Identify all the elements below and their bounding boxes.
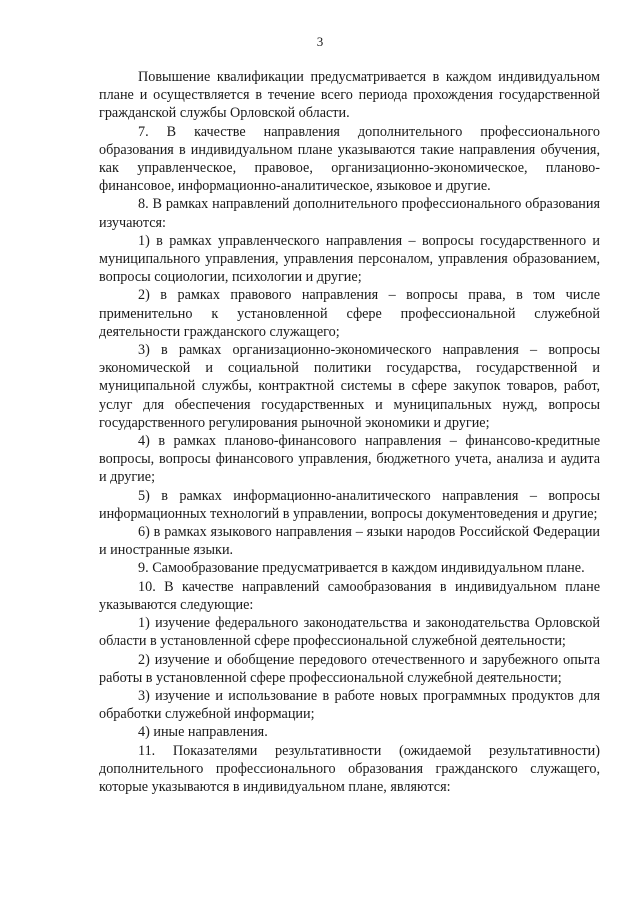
paragraph-item-11: 11. Показателями результативности (ожидаемой результативности) дополнительного профессионального образования гражданского служащего, которые указываются в индивидуальном плане, являются: [99,742,600,795]
paragraph-item-9: 9. Самообразование предусматривается в каждом индивидуальном плане. [138,560,585,577]
page-number: 3 [316,34,324,49]
paragraph-qualification-intro: Повышение квалификации предусматривается в каждом индивидуальном плане и осуществляется в течение всего периода прохождения государственной гражданской службы Орловской области. [99,69,600,122]
paragraph-item-8-3: 3) в рамках организационно-экономического направления – вопросы экономической и социальной политики государства, государственной и муниципальной службы, контрактной системы в сфере закупок товаров, работ, услуг для обеспечения государственных и муниципальных нужд, вопросы государственного регулирования рыночной экономики и другие; [99,342,600,431]
paragraph-item-10: 10. В качестве направлений самообразования в индивидуальном плане указываются следующие: [99,578,600,613]
document-body [99,68,600,796]
paragraph-item-8-1: 1) в рамках управленческого направления – вопросы государственного и муниципального управления, управления персоналом, управления образованием, вопросы социологии, психологии и другие; [99,232,600,286]
paragraph-item-8-6: 6) в рамках языкового направления – языки народов Российской Федерации и иностранные языки. [99,524,600,559]
paragraph-item-7: 7. В качестве направления дополнительного профессионального образования в индивидуальном плане указываются такие направления обучения, как управленческое, правовое, организационно-экономическое, планово-финансовое, информационно-аналитическое, языковое и другие. [99,123,600,195]
paragraph-item-8-4: 4) в рамках планово-финансового направления – финансово-кредитные вопросы, вопросы финансового управления, бюджетного учета, анализа и аудита и другие; [99,433,600,486]
paragraph-item-10-2: 2) изучение и обобщение передового отечественного и зарубежного опыта работы в установленной сфере профессиональной служебной деятельности; [99,651,600,686]
paragraph-item-8-5: 5) в рамках информационно-аналитического направления – вопросы информационных технологий в управлении, вопросы документоведения и другие; [99,487,600,522]
paragraph-item-10-4: 4) иные направления. [138,724,268,741]
paragraph-item-10-1: 1) изучение федерального законодательства и законодательства Орловской области в установленной сфере профессиональной служебной деятельности; [99,615,600,650]
paragraph-item-8-2: 2) в рамках правового направления – вопросы права, в том числе применительно к установленной сфере профессиональной служебной деятельности гражданского служащего; [99,287,600,340]
paragraph-item-8: 8. В рамках направлений дополнительного профессионального образования изучаются: [99,196,600,231]
paragraph-item-10-3: 3) изучение и использование в работе новых программных продуктов для обработки служебной информации; [99,687,600,723]
